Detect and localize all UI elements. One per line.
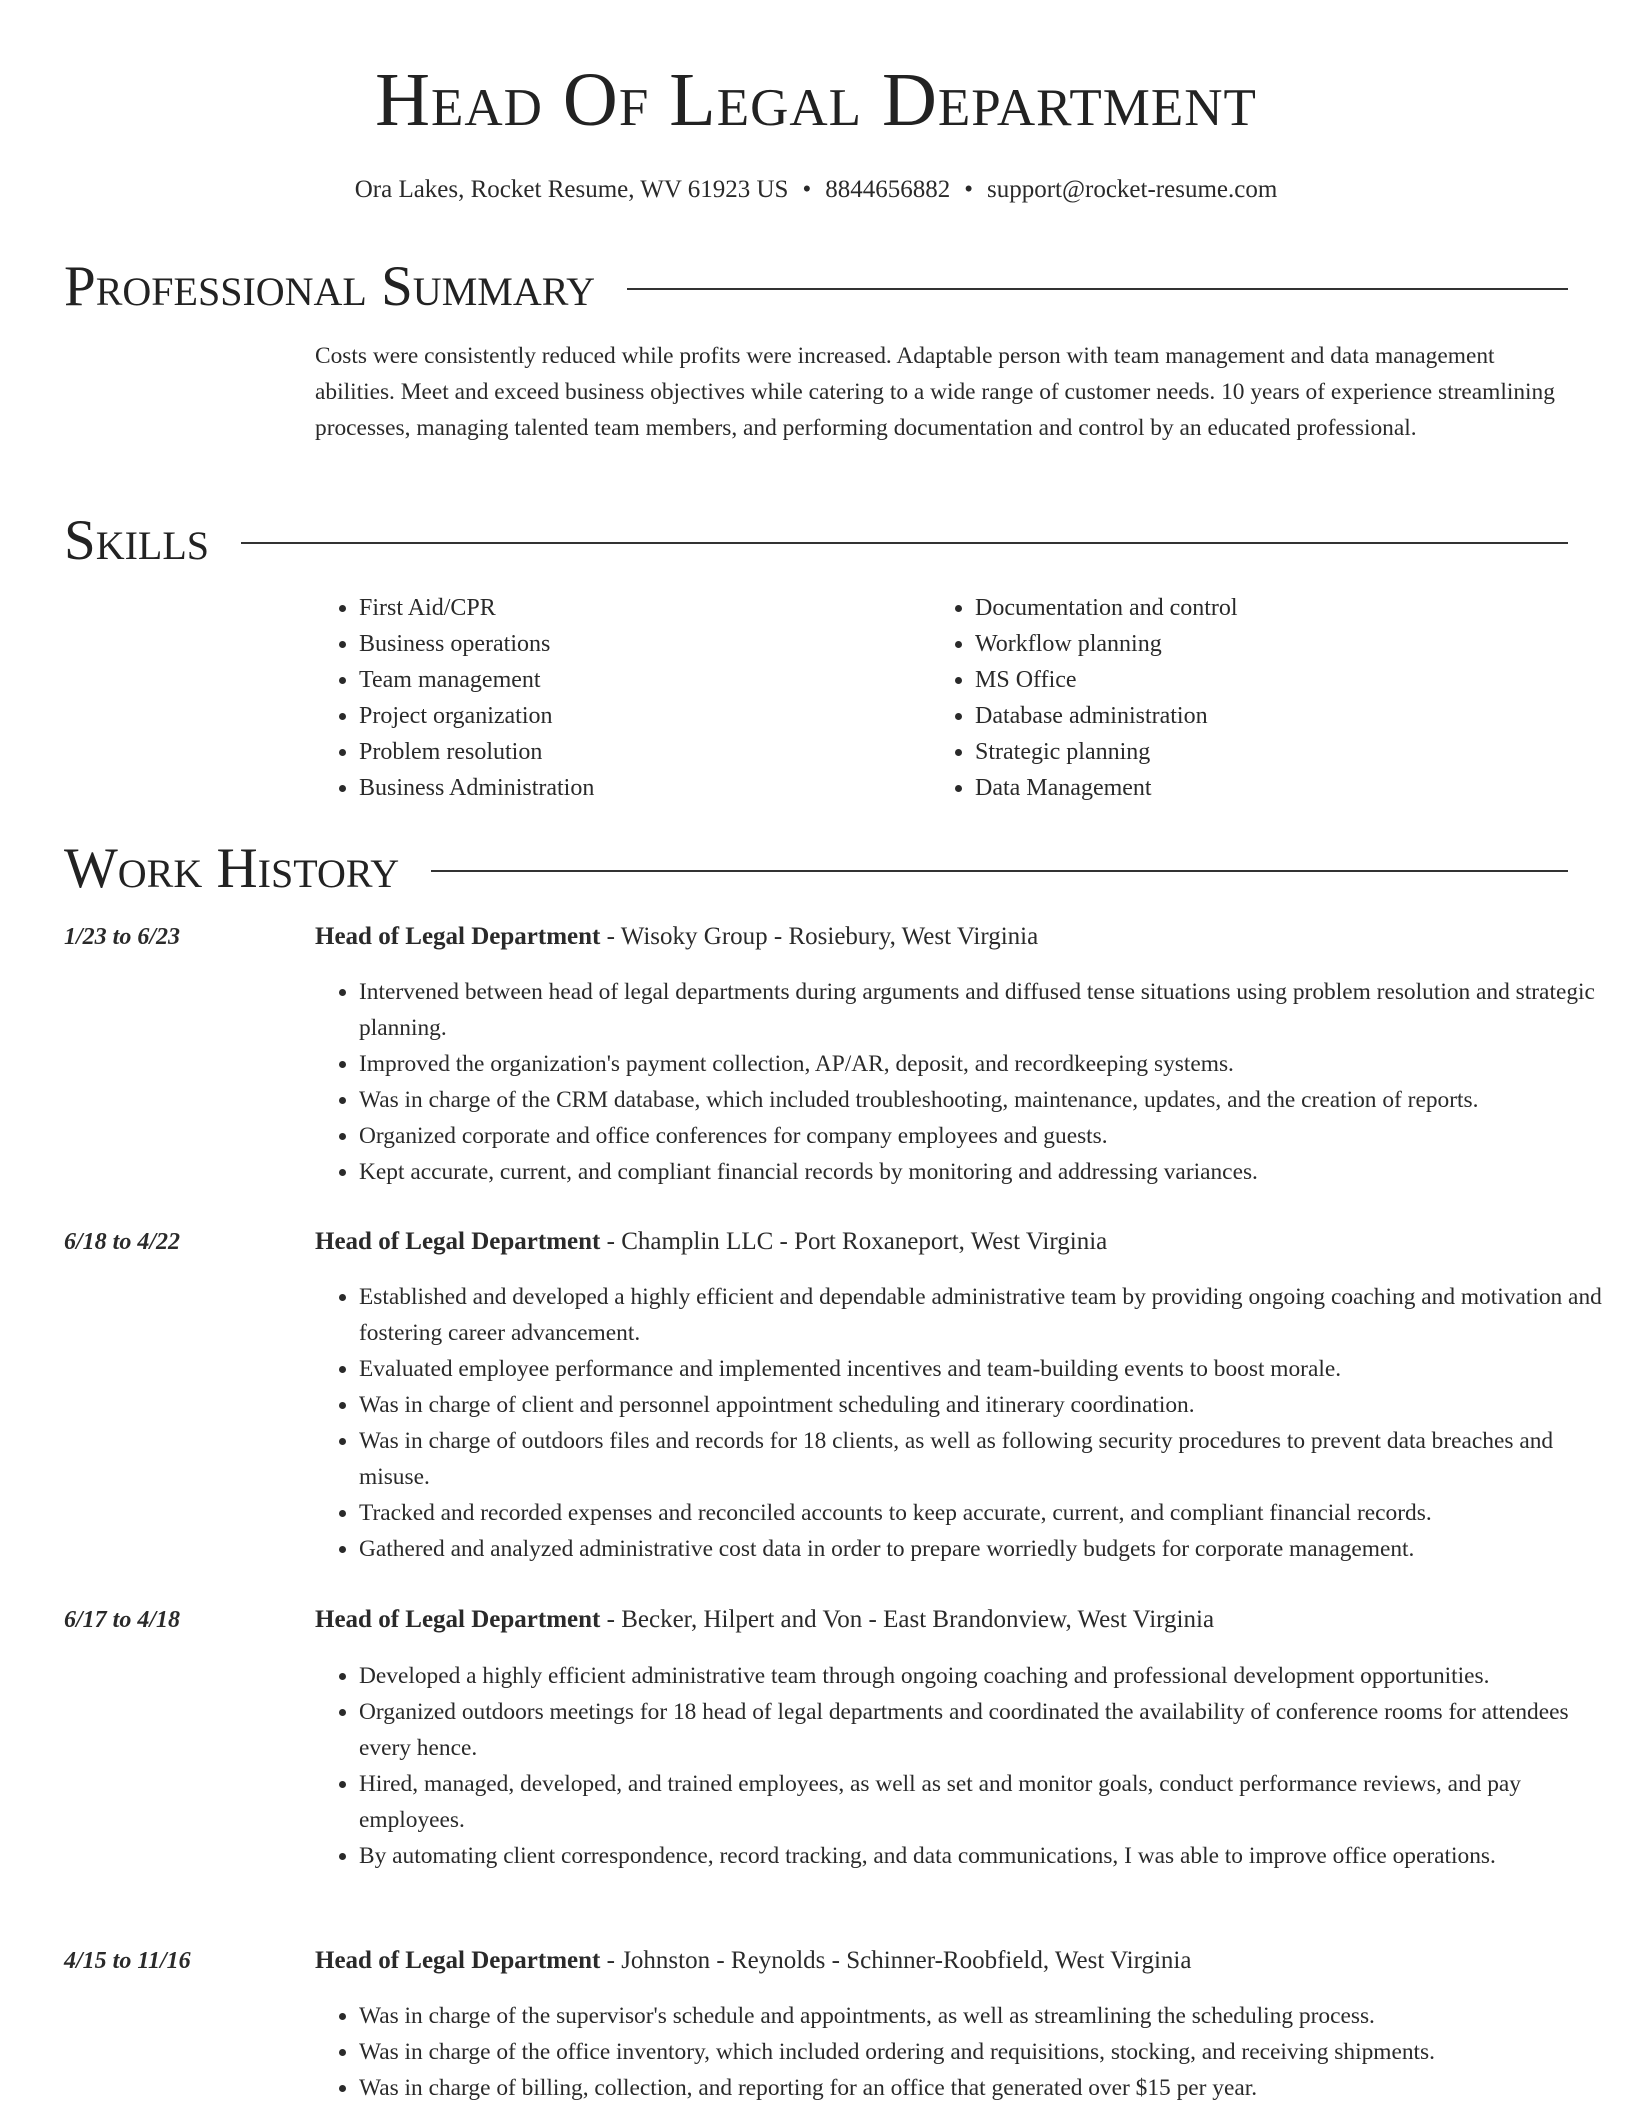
job-bullet: • Intervened between head of legal departments during arguments and diffused tense situations using problem resolution and strategic planning. — [359, 974, 1619, 1046]
job-heading — [315, 1606, 1214, 1634]
job-bullet-list — [315, 1279, 1619, 1567]
section-divider — [627, 288, 1568, 290]
job-bullet: • Hired, managed, developed, and trained employees, as well as set and monitor goals, conduct performance reviews, and pay employees. — [359, 1766, 1619, 1838]
job-bullet-list — [315, 974, 1619, 1190]
candidate-name: Head Of Legal Department — [375, 58, 1257, 142]
job-bullet: • Improved the organization's payment collection, AP/AR, deposit, and recordkeeping systems. — [359, 1046, 1619, 1082]
job-employer: - Champlin LLC - Port Roxaneport, West Virginia — [600, 1228, 1108, 1255]
job-bullet: • Developed a highly efficient administrative team through ongoing coaching and professional development opportunities. — [359, 1658, 1619, 1694]
section-divider — [431, 870, 1568, 872]
skill-item: • Business Administration — [359, 770, 959, 806]
skill-item: • Data Management — [975, 770, 1575, 806]
skill-item: • Business operations — [359, 626, 959, 662]
job-employer: - Wisoky Group - Rosiebury, West Virginia — [600, 923, 1039, 950]
section-divider — [241, 542, 1568, 544]
skill-item: • Database administration — [975, 698, 1575, 734]
contact-line — [0, 176, 1632, 204]
job-bullet: • By automating client correspondence, record tracking, and data communications, I was able to improve office operations. — [359, 1838, 1619, 1874]
job-bullet: • Was in charge of client and personnel appointment scheduling and itinerary coordination. — [359, 1387, 1619, 1423]
job-role: Head of Legal Department — [315, 923, 601, 950]
job-bullet: • Evaluated employee performance and implemented incentives and team-building events to boost morale. — [359, 1351, 1619, 1387]
skill-item: • MS Office — [975, 662, 1575, 698]
job-dates: 6/18 to 4/22 — [64, 1229, 181, 1255]
job-bullet: • Was in charge of the office inventory, which included ordering and requisitions, stocking, and receiving shipments. — [359, 2034, 1619, 2070]
job-role: Head of Legal Department — [315, 1947, 601, 1974]
contact-address: Ora Lakes, Rocket Resume, WV 61923 US — [354, 176, 789, 203]
summary-text: Costs were consistently reduced while profits were increased. Adaptable person with team management and data management abilities. Meet and exceed business objectives while catering to a wide range of customer needs. 10 years of experience streamlining processes, managing talented team members, and performing documentation and control by an educated professional. — [315, 343, 1555, 441]
contact-separator: • — [964, 176, 973, 203]
skill-item: • Team management — [359, 662, 959, 698]
skills-section-heading — [64, 509, 1568, 572]
job-dates: 1/23 to 6/23 — [64, 924, 181, 950]
job-bullet: • Was in charge of the CRM database, which included troubleshooting, maintenance, updates, and the creation of reports. — [359, 1082, 1619, 1118]
job-bullet-list — [315, 1998, 1619, 2106]
skills-list-right — [931, 590, 1575, 806]
job-dates: 4/15 to 11/16 — [64, 1948, 191, 1974]
job-heading — [315, 1947, 1191, 1975]
work-section-heading — [64, 837, 1568, 900]
job-role: Head of Legal Department — [315, 1606, 601, 1633]
job-bullet: • Gathered and analyzed administrative cost data in order to prepare worriedly budgets for corporate management. — [359, 1531, 1619, 1567]
job-heading — [315, 923, 1038, 951]
contact-email: support@rocket-resume.com — [986, 176, 1278, 203]
skills-title: Skills — [64, 509, 210, 572]
skill-item: • Strategic planning — [975, 734, 1575, 770]
contact-phone: 8844656882 — [825, 176, 951, 203]
skill-item: • Problem resolution — [359, 734, 959, 770]
job-heading — [315, 1228, 1107, 1256]
job-dates: 6/17 to 4/18 — [64, 1607, 181, 1633]
skills-list-left — [315, 590, 959, 806]
job-bullet: • Organized outdoors meetings for 18 head of legal departments and coordinated the availability of conference rooms for attendees every hence. — [359, 1694, 1619, 1766]
work-title: Work History — [64, 837, 400, 900]
skill-item: • Workflow planning — [975, 626, 1575, 662]
skill-item: • Documentation and control — [975, 590, 1575, 626]
job-bullet: • Was in charge of billing, collection, and reporting for an office that generated over $15 per year. — [359, 2070, 1619, 2106]
summary-title: Professional Summary — [64, 255, 596, 318]
job-role: Head of Legal Department — [315, 1228, 601, 1255]
job-bullet-list — [315, 1658, 1619, 1874]
job-bullet: • Established and developed a highly efficient and dependable administrative team by providing ongoing coaching and motivation and fostering career advancement. — [359, 1279, 1619, 1351]
job-bullet: • Kept accurate, current, and compliant financial records by monitoring and addressing variances. — [359, 1154, 1619, 1190]
summary-section-heading — [64, 255, 1568, 318]
job-bullet: • Was in charge of the supervisor's schedule and appointments, as well as streamlining the scheduling process. — [359, 1998, 1619, 2034]
job-employer: - Johnston - Reynolds - Schinner-Roobfield, West Virginia — [600, 1947, 1192, 1974]
skill-item: • First Aid/CPR — [359, 590, 959, 626]
job-bullet: • Organized corporate and office conferences for company employees and guests. — [359, 1118, 1619, 1154]
job-bullet: • Was in charge of outdoors files and records for 18 clients, as well as following security procedures to prevent data breaches and misuse. — [359, 1423, 1619, 1495]
job-bullet: • Tracked and recorded expenses and reconciled accounts to keep accurate, current, and compliant financial records. — [359, 1495, 1619, 1531]
skill-item: • Project organization — [359, 698, 959, 734]
job-employer: - Becker, Hilpert and Von - East Brandonview, West Virginia — [600, 1606, 1215, 1633]
contact-separator: • — [802, 176, 812, 203]
